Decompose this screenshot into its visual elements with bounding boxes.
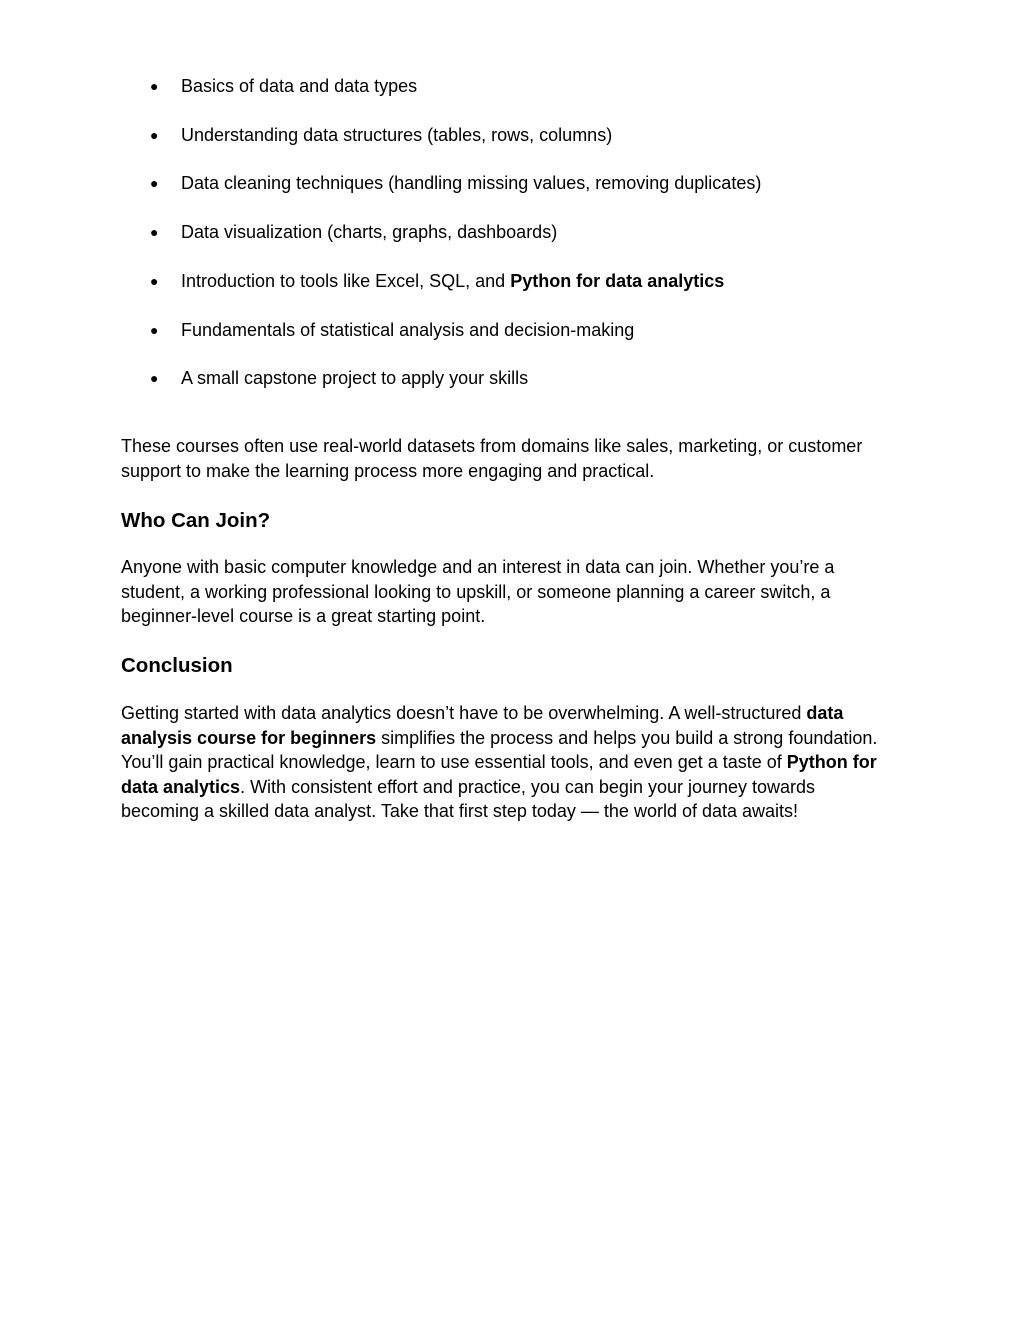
list-item-text	[181, 366, 528, 391]
bullet-icon: ●	[150, 272, 159, 289]
text-line	[121, 750, 921, 775]
text-run: beginner-level course is a great starting point.	[121, 606, 486, 626]
bullet-icon: ●	[150, 224, 159, 241]
text-run: You’ll gain practical knowledge, learn to use essential tools, and even get a taste of	[121, 752, 787, 772]
list-item-text	[181, 171, 761, 196]
bullet-icon: ●	[150, 370, 159, 387]
text-run: Fundamentals of statistical analysis and decision-making	[181, 319, 635, 340]
text-run: student, a working professional looking to upskill, or someone planning a career switch, a	[121, 581, 831, 602]
text-line	[121, 701, 921, 726]
list-item-text	[181, 269, 724, 294]
text-run: becoming a skilled data analyst. Take that first step today — the world of data awaits!	[121, 801, 799, 821]
bullet-icon: ●	[150, 78, 159, 94]
text-run: support to make the learning process more engaging and practical.	[121, 460, 655, 481]
bullet-icon: ●	[150, 175, 159, 192]
paragraph-who-can-join	[121, 555, 921, 629]
text-run: Getting started with data analytics doesn’t have to be overwhelming. A well-structured	[121, 703, 807, 723]
text-line	[121, 604, 921, 629]
text-run: Data cleaning techniques (handling missing values, removing duplicates)	[181, 173, 762, 194]
bold-text: Python for	[786, 752, 877, 772]
text-line	[121, 434, 921, 459]
heading-conclusion: Conclusion	[121, 654, 233, 677]
text-line	[121, 580, 921, 605]
list-item-text	[181, 318, 634, 343]
paragraph-conclusion	[121, 701, 921, 824]
heading-who-can-join: Who Can Join?	[121, 509, 271, 532]
bold-text: data analytics	[121, 776, 241, 797]
text-run: . With consistent effort and practice, you can begin your journey towards	[240, 776, 816, 797]
list-item-text	[181, 220, 557, 245]
text-line	[121, 775, 921, 800]
bullet-icon: ●	[150, 126, 159, 143]
text-line	[121, 555, 921, 580]
text-run: Basics of data and data types	[181, 76, 418, 96]
bold-text: analysis course for beginners	[121, 727, 377, 748]
paragraph-datasets	[121, 434, 921, 483]
text-run: Data visualization (charts, graphs, dashboards)	[181, 222, 558, 243]
list-item-text	[181, 123, 612, 148]
text-run: A small capstone project to apply your skills	[181, 368, 529, 389]
text-run: simplifies the process and helps you build a strong foundation.	[376, 727, 878, 748]
text-run: Introduction to tools like Excel, SQL, and	[181, 270, 511, 291]
text-line	[121, 799, 921, 824]
list-item-text	[181, 74, 417, 99]
text-run: Anyone with basic computer knowledge and an interest in data can join. Whether you’re a	[121, 557, 835, 577]
text-run: These courses often use real-world datasets from domains like sales, marketing, or customer	[121, 436, 863, 456]
bold-text: data	[806, 703, 844, 723]
bullet-icon: ●	[150, 321, 159, 338]
bold-text: Python for data analytics	[510, 270, 725, 291]
text-line	[121, 726, 921, 751]
text-line	[121, 459, 921, 484]
text-run: Understanding data structures (tables, rows, columns)	[181, 124, 613, 145]
